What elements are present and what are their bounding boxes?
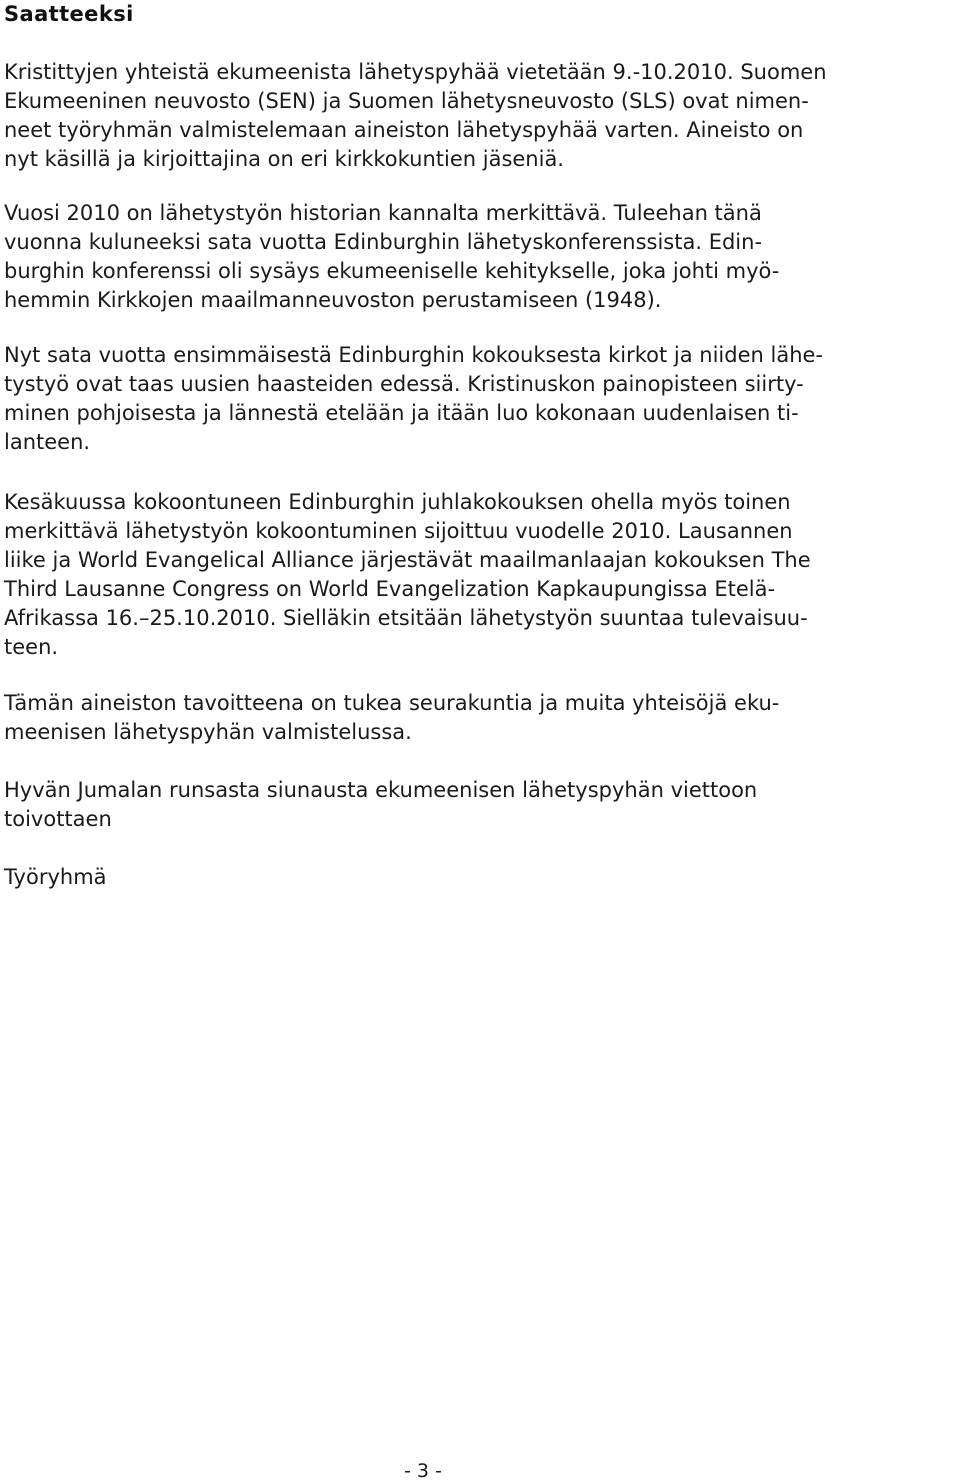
text-line: neet työryhmän valmistelemaan aineiston lähetyspyhää varten. Aineisto on xyxy=(4,118,804,142)
text-line: Afrikassa 16.–25.10.2010. Sielläkin etsitään lähetystyön suuntaa tulevaisuu- xyxy=(4,606,808,630)
text-line: Kesäkuussa kokoontuneen Edinburghin juhlakokouksen ohella myös toinen xyxy=(4,490,791,514)
text-line: liike ja World Evangelical Alliance järjestävät maailmanlaajan kokouksen The xyxy=(4,548,811,572)
paragraph-lausanne xyxy=(4,488,811,662)
text-line: hemmin Kirkkojen maailmanneuvoston perustamiseen (1948). xyxy=(4,288,662,312)
text-line: Kristittyjen yhteistä ekumeenista lähetyspyhää vietetään 9.-10.2010. Suomen xyxy=(4,60,827,84)
text-line: teen. xyxy=(4,635,59,659)
text-line: lanteen. xyxy=(4,430,91,454)
page-number: - 3 - xyxy=(404,1460,442,1482)
text-line: Hyvän Jumalan runsasta siunausta ekumeenisen lähetyspyhän viettoon xyxy=(4,778,758,802)
text-line: Third Lausanne Congress on World Evangelization Kapkaupungissa Etelä- xyxy=(4,577,776,601)
text-line: Tämän aineiston tavoitteena on tukea seurakuntia ja muita yhteisöjä eku- xyxy=(4,691,780,715)
text-line: Nyt sata vuotta ensimmäisestä Edinburghin kokouksesta kirkot ja niiden lähe- xyxy=(4,343,824,367)
text-line: vuonna kuluneeksi sata vuotta Edinburghin lähetyskonferenssista. Edin- xyxy=(4,230,763,254)
signature-text: Työryhmä xyxy=(4,865,107,889)
paragraph-history xyxy=(4,199,779,315)
text-line: tystyö ovat taas uusien haasteiden edessä. Kristinuskon painopisteen siirty- xyxy=(4,372,804,396)
text-line: toivottaen xyxy=(4,807,112,831)
text-line: nyt käsillä ja kirjoittajina on eri kirkkokuntien jäseniä. xyxy=(4,147,564,171)
text-line: Ekumeeninen neuvosto (SEN) ja Suomen lähetysneuvosto (SLS) ovat nimen- xyxy=(4,89,809,113)
page-title: Saatteeksi xyxy=(4,2,134,26)
text-line: burghin konferenssi oli sysäys ekumeeniselle kehitykselle, joka johti myö- xyxy=(4,259,780,283)
text-line: merkittävä lähetystyön kokoontuminen sijoittuu vuodelle 2010. Lausannen xyxy=(4,519,793,543)
text-line: Vuosi 2010 on lähetystyön historian kannalta merkittävä. Tuleehan tänä xyxy=(4,201,762,225)
paragraph-signature xyxy=(4,863,107,892)
paragraph-purpose xyxy=(4,689,779,747)
paragraph-greeting xyxy=(4,776,757,834)
text-line: meenisen lähetyspyhän valmistelussa. xyxy=(4,720,412,744)
paragraph-intro xyxy=(4,58,827,174)
text-line: minen pohjoisesta ja lännestä etelään ja itään luo kokonaan uudenlaisen ti- xyxy=(4,401,799,425)
paragraph-challenges xyxy=(4,341,823,457)
